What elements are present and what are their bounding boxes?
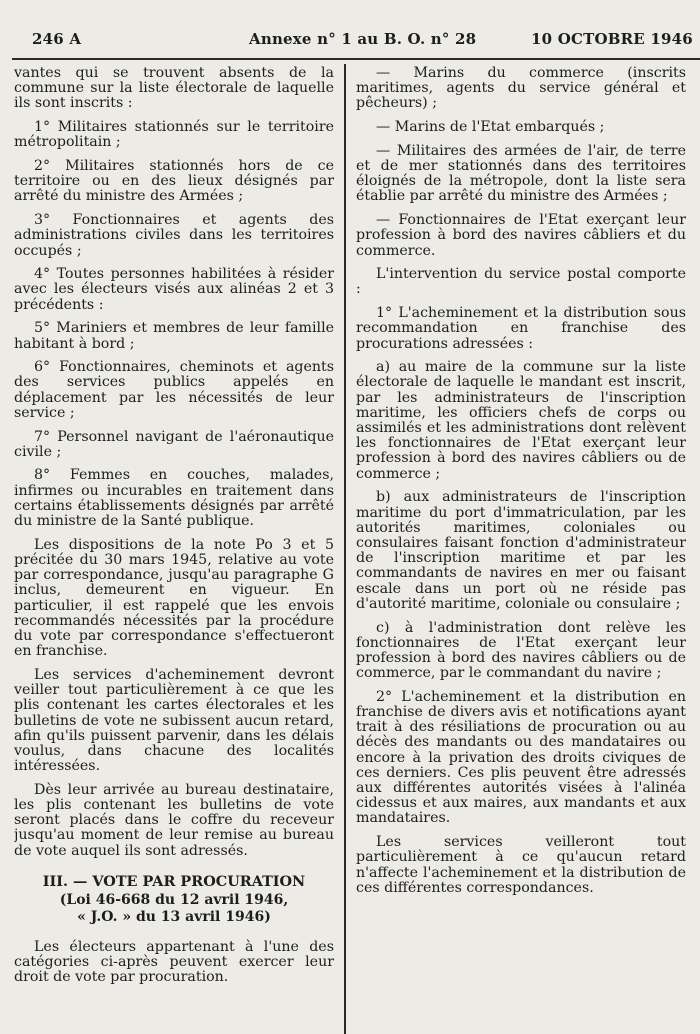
issue-date: 10 OCTOBRE 1946 [531, 30, 693, 48]
paragraph: Les services veilleront tout particulièrement à ce qu'aucun retard n'affecte l'acheminement et la distribution de ces différentes correspondances. [356, 834, 686, 896]
section-title: III. — VOTE PAR PROCURATION [42, 872, 306, 890]
list-item: 8° Femmes en couches, malades, infirmes ou incurables en traitement dans certains établissements désignés par arrêté du ministre de la Santé publique. [14, 467, 334, 530]
list-item: 2° Militaires stationnés hors de ce territoire ou en des lieux désignés par arrêté du ministre des Armées ; [14, 158, 334, 205]
list-item: 2° L'acheminement et la distribution en franchise de divers avis et notifications ayant trait à des résiliations de procuration ou au décès des mandants ou des mandataires ou encore à la privation des droits civiques de ces derniers. Ces plis peuvent être adressés aux différentes autorités visées à l'alinéa cidessus et aux maires, aux mandants et aux mandataires. [356, 688, 686, 827]
paragraph: Les électeurs appartenant à l'une des catégories ci-après peuvent exercer leur droit de vote par procuration. [14, 938, 334, 986]
list-item: — Marins de l'Etat embarqués ; [376, 119, 605, 136]
paragraph: Dès leur arrivée au bureau destinataire, les plis contenant les bulletins de vote seront placés dans le coffre du receveur jusqu'au moment de leur remise au bureau de vote auquel ils sont adressés. [14, 781, 334, 859]
list-item: 7° Personnel navigant de l'aéronautique civile ; [14, 428, 334, 460]
page-header [0, 0, 700, 56]
section-jo-ref: « J.O. » du 13 avril 1946) [77, 908, 271, 925]
header-rule [12, 58, 700, 60]
list-item: 6° Fonctionnaires, cheminots et agents des services publics appelés en déplacement par les nécessités de leur service ; [14, 359, 334, 421]
column-divider [344, 64, 346, 1034]
left-column [14, 66, 334, 1034]
paragraph: Les dispositions de la note Po 3 et 5 précitée du 30 mars 1945, relative au vote par correspondance, jusqu'au paragraphe G inclus, demeurent en vigueur. En particulier, il est rappelé que les envois recommandés nécessités par la procédure du vote par correspondance s'effectueront en franchise. [14, 536, 334, 660]
list-item: — Marins du commerce (inscrits maritimes, agents du service général et pêcheurs) ; [356, 66, 686, 112]
list-item: c) à l'administration dont relève les fonctionnaires de l'Etat exerçant leur profession à bord des navires câbliers ou de commerce, par le commandant du navire ; [356, 619, 686, 682]
list-item: 3° Fonctionnaires et agents des administrations civiles dans les territoires occupés ; [14, 212, 334, 259]
list-item: b) aux administrateurs de l'inscription maritime du port d'immatriculation, par les autorités maritimes, coloniales ou consulaires faisant fonction d'administrateur de l'inscription maritime et par les commandants de navires en mer ou faisant escale dans un port où ne réside pas d'autorité maritime, coloniale ou consulaire ; [356, 489, 686, 612]
page-number: 246 A [32, 30, 82, 48]
paragraph: Les services d'acheminement devront veiller tout particulièrement à ce que les plis contenant les cartes électorales et les bulletins de vote ne subissent aucun retard, afin qu'ils puissent parvenir, dans les délais voulus, dans chacune des localités intéressées. [14, 666, 334, 775]
right-column [356, 66, 686, 1034]
list-item: 1° Militaires stationnés sur le territoire métropolitain ; [14, 119, 334, 151]
bulletin-title: Annexe n° 1 au B. O. n° 28 [249, 30, 477, 48]
section-law-ref: (Loi 46-668 du 12 avril 1946, [59, 891, 289, 908]
list-item: 5° Mariniers et membres de leur famille habitant à bord ; [14, 320, 334, 352]
list-item: a) au maire de la commune sur la liste électorale de laquelle le mandant est inscrit, par les administrateurs de l'inscription maritime, les officiers chefs de corps ou assimilés et les administrations dont relèvent les fonctionnaires de l'Etat exerçant leur profession à bord des navires câbliers ou de commerce ; [356, 359, 686, 482]
list-item: — Fonctionnaires de l'Etat exerçant leur profession à bord des navires câbliers et du commerce. [356, 212, 686, 259]
section-heading [14, 873, 334, 926]
list-item: 4° Toutes personnes habilitées à résider avec les électeurs visés aux alinéas 2 et 3 précédents : [14, 266, 334, 313]
paragraph: L'intervention du service postal comporte : [356, 266, 686, 298]
list-item: — Militaires des armées de l'air, de terre et de mer stationnés dans des territoires éloignés de la métropole, dont la liste sera établie par arrêté du ministre des Armées ; [356, 142, 686, 205]
list-item: 1° L'acheminement et la distribution sous recommandation en franchise des procurations adressées : [356, 305, 686, 352]
paragraph: vantes qui se trouvent absents de la commune sur la liste électorale de laquelle ils sont inscrits : [14, 66, 334, 112]
